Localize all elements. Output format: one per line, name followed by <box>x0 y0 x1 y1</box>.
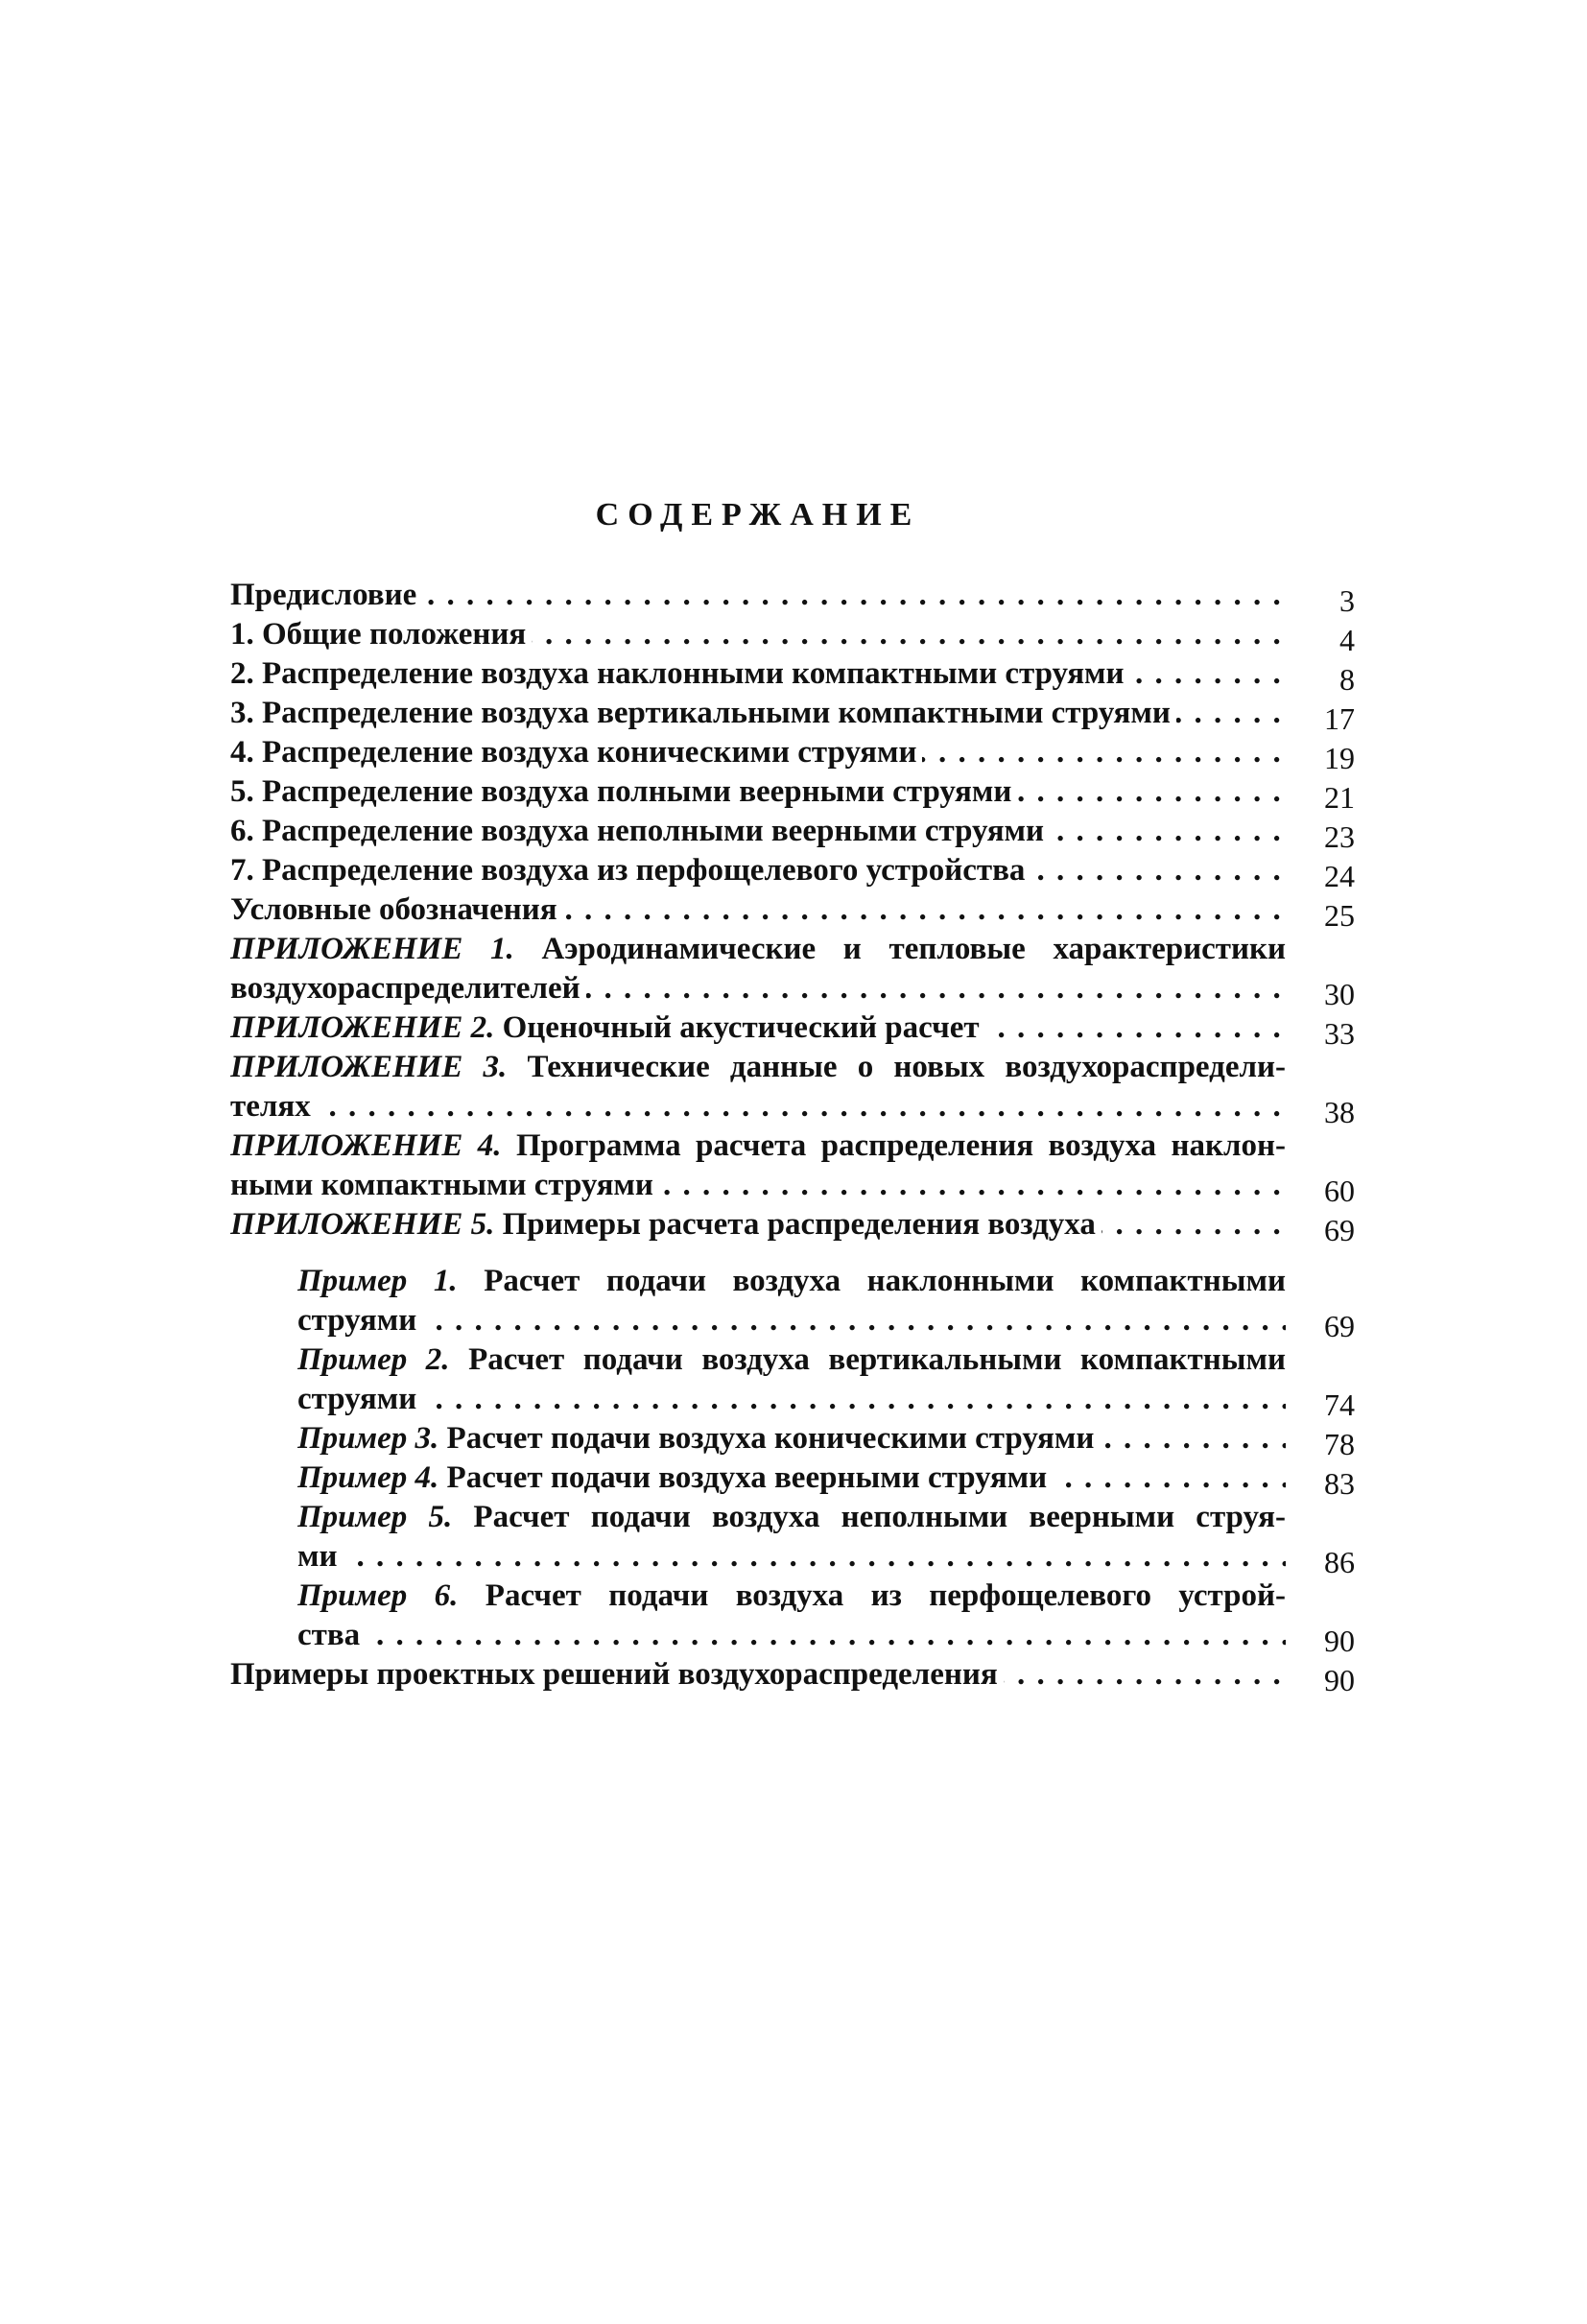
toc-entry-text-line1: Расчет подачи воздуха вертикальными компактными <box>468 1342 1286 1377</box>
toc-entry-text-line1: Аэродинамические и тепловые характеристики <box>541 932 1286 966</box>
toc-page-number: 4 <box>1339 623 1355 657</box>
toc-entry-appendix-2 <box>230 1008 1355 1051</box>
toc-entry-notation <box>230 890 1355 933</box>
toc-page-number: 24 <box>1324 859 1355 893</box>
toc-entry-text: Условные обозначения <box>230 892 563 927</box>
toc-page-number: 60 <box>1324 1174 1355 1208</box>
example-label: Пример 5. <box>297 1500 453 1534</box>
toc-entry-text: 1. Общие положения <box>230 617 532 652</box>
toc-entry-example-5 <box>230 1498 1355 1577</box>
toc-entry-text-line1: Программа расчета распределения воздуха наклон- <box>515 1128 1286 1163</box>
toc-page-number: 69 <box>1324 1213 1355 1247</box>
toc-entry-text: Оценочный акустический расчет <box>502 1010 980 1045</box>
toc-entry-text-line2: струями <box>297 1382 422 1416</box>
toc-page-number: 90 <box>1324 1663 1355 1697</box>
toc-entry-section-2 <box>230 654 1355 697</box>
toc-entry-text: 6. Распределение воздуха неполными веерными струями <box>230 814 1050 848</box>
toc-entry-example-6 <box>230 1577 1355 1658</box>
appendix-label: ПРИЛОЖЕНИЕ 3. <box>230 1050 508 1084</box>
toc-entry-preface <box>230 576 1355 618</box>
example-label: Пример 4. <box>297 1460 439 1495</box>
toc-entry-section-1 <box>230 615 1355 657</box>
example-label: Пример 3. <box>297 1421 439 1456</box>
toc-entry-example-4 <box>230 1458 1355 1501</box>
toc-page-number: 8 <box>1339 662 1355 697</box>
toc-page-number: 86 <box>1324 1545 1355 1579</box>
toc-page-number: 30 <box>1324 977 1355 1011</box>
toc-entry-example-2 <box>230 1340 1355 1422</box>
toc-entry-design-examples <box>230 1655 1355 1695</box>
toc-entry-section-4 <box>230 733 1355 775</box>
toc-entry-appendix-3 <box>230 1048 1355 1129</box>
toc-entry-example-1 <box>230 1262 1355 1343</box>
toc-page-number: 83 <box>1324 1466 1355 1501</box>
appendix-label: ПРИЛОЖЕНИЕ 4. <box>230 1128 502 1163</box>
toc-page-number: 19 <box>1324 741 1355 775</box>
appendix-label: ПРИЛОЖЕНИЕ 2. <box>230 1010 495 1045</box>
toc-title: СОДЕРЖАНИЕ <box>595 497 921 533</box>
toc-entry-appendix-5 <box>230 1205 1355 1245</box>
toc-entry-section-7 <box>230 851 1355 893</box>
toc-entry-text-line1: Технические данные о новых воздухораспредели- <box>527 1050 1286 1084</box>
toc-page-number: 23 <box>1324 819 1355 854</box>
toc-entry-text-line2: ными компактными струями <box>230 1168 659 1202</box>
appendix-label: ПРИЛОЖЕНИЕ 5. <box>230 1207 495 1242</box>
toc-entry-text: 7. Распределение воздуха из перфощелевого устройства <box>230 853 1030 888</box>
toc-entry-text-line2: струями <box>297 1303 422 1338</box>
toc-page-number: 3 <box>1339 583 1355 618</box>
toc-entry-text-line2: воздухораспределителей <box>230 971 586 1006</box>
toc-entry-appendix-4 <box>230 1126 1355 1208</box>
toc-entry-text: 2. Распределение воздуха наклонными компактными струями <box>230 656 1130 691</box>
toc-entry-section-3 <box>230 694 1355 736</box>
toc-entry-text: Расчет подачи воздуха коническими струями <box>446 1421 1095 1456</box>
toc-entry-text: Расчет подачи воздуха веерными струями <box>446 1460 1048 1495</box>
example-label: Пример 2. <box>297 1342 450 1377</box>
toc-entry-text-line2: ства <box>297 1618 366 1652</box>
toc-entry-text: Примеры проектных решений воздухораспределения <box>230 1657 1004 1692</box>
toc-entry-text-line2: телях <box>230 1089 317 1124</box>
toc-entry-section-5 <box>230 772 1355 815</box>
toc-page-number: 74 <box>1324 1387 1355 1422</box>
toc-entry-text: Примеры расчета распределения воздуха <box>502 1207 1096 1242</box>
toc-entry-section-6 <box>230 812 1355 854</box>
example-label: Пример 6. <box>297 1578 459 1613</box>
toc-page-number: 25 <box>1324 898 1355 933</box>
toc-entry-appendix-1 <box>230 930 1355 1011</box>
toc-entry-text: 4. Распределение воздуха коническими струями <box>230 735 922 770</box>
toc-page-number: 38 <box>1324 1095 1355 1129</box>
toc-entry-text: Предисловие <box>230 578 422 612</box>
toc-entry-example-3 <box>230 1419 1355 1461</box>
toc-page-number: 90 <box>1324 1624 1355 1658</box>
appendix-label: ПРИЛОЖЕНИЕ 1. <box>230 932 514 966</box>
toc-entry-text-line1: Расчет подачи воздуха из перфощелевого устрой- <box>485 1578 1286 1613</box>
example-label: Пример 1. <box>297 1264 458 1298</box>
toc-page-number: 17 <box>1324 701 1355 736</box>
toc-entry-text-line1: Расчет подачи воздуха неполными веерными струя- <box>473 1500 1286 1534</box>
toc-page-number: 21 <box>1324 780 1355 815</box>
table-of-contents <box>230 576 1355 1695</box>
toc-entry-text: 5. Распределение воздуха полными веерными струями <box>230 774 1017 809</box>
toc-entry-text: 3. Распределение воздуха вертикальными компактными струями <box>230 696 1176 730</box>
toc-page-number: 33 <box>1324 1016 1355 1051</box>
toc-entry-text-line1: Расчет подачи воздуха наклонными компактными <box>484 1264 1286 1298</box>
toc-page-number: 78 <box>1324 1427 1355 1461</box>
toc-page-number: 69 <box>1324 1309 1355 1343</box>
toc-entry-text-line2: ми <box>297 1539 343 1574</box>
